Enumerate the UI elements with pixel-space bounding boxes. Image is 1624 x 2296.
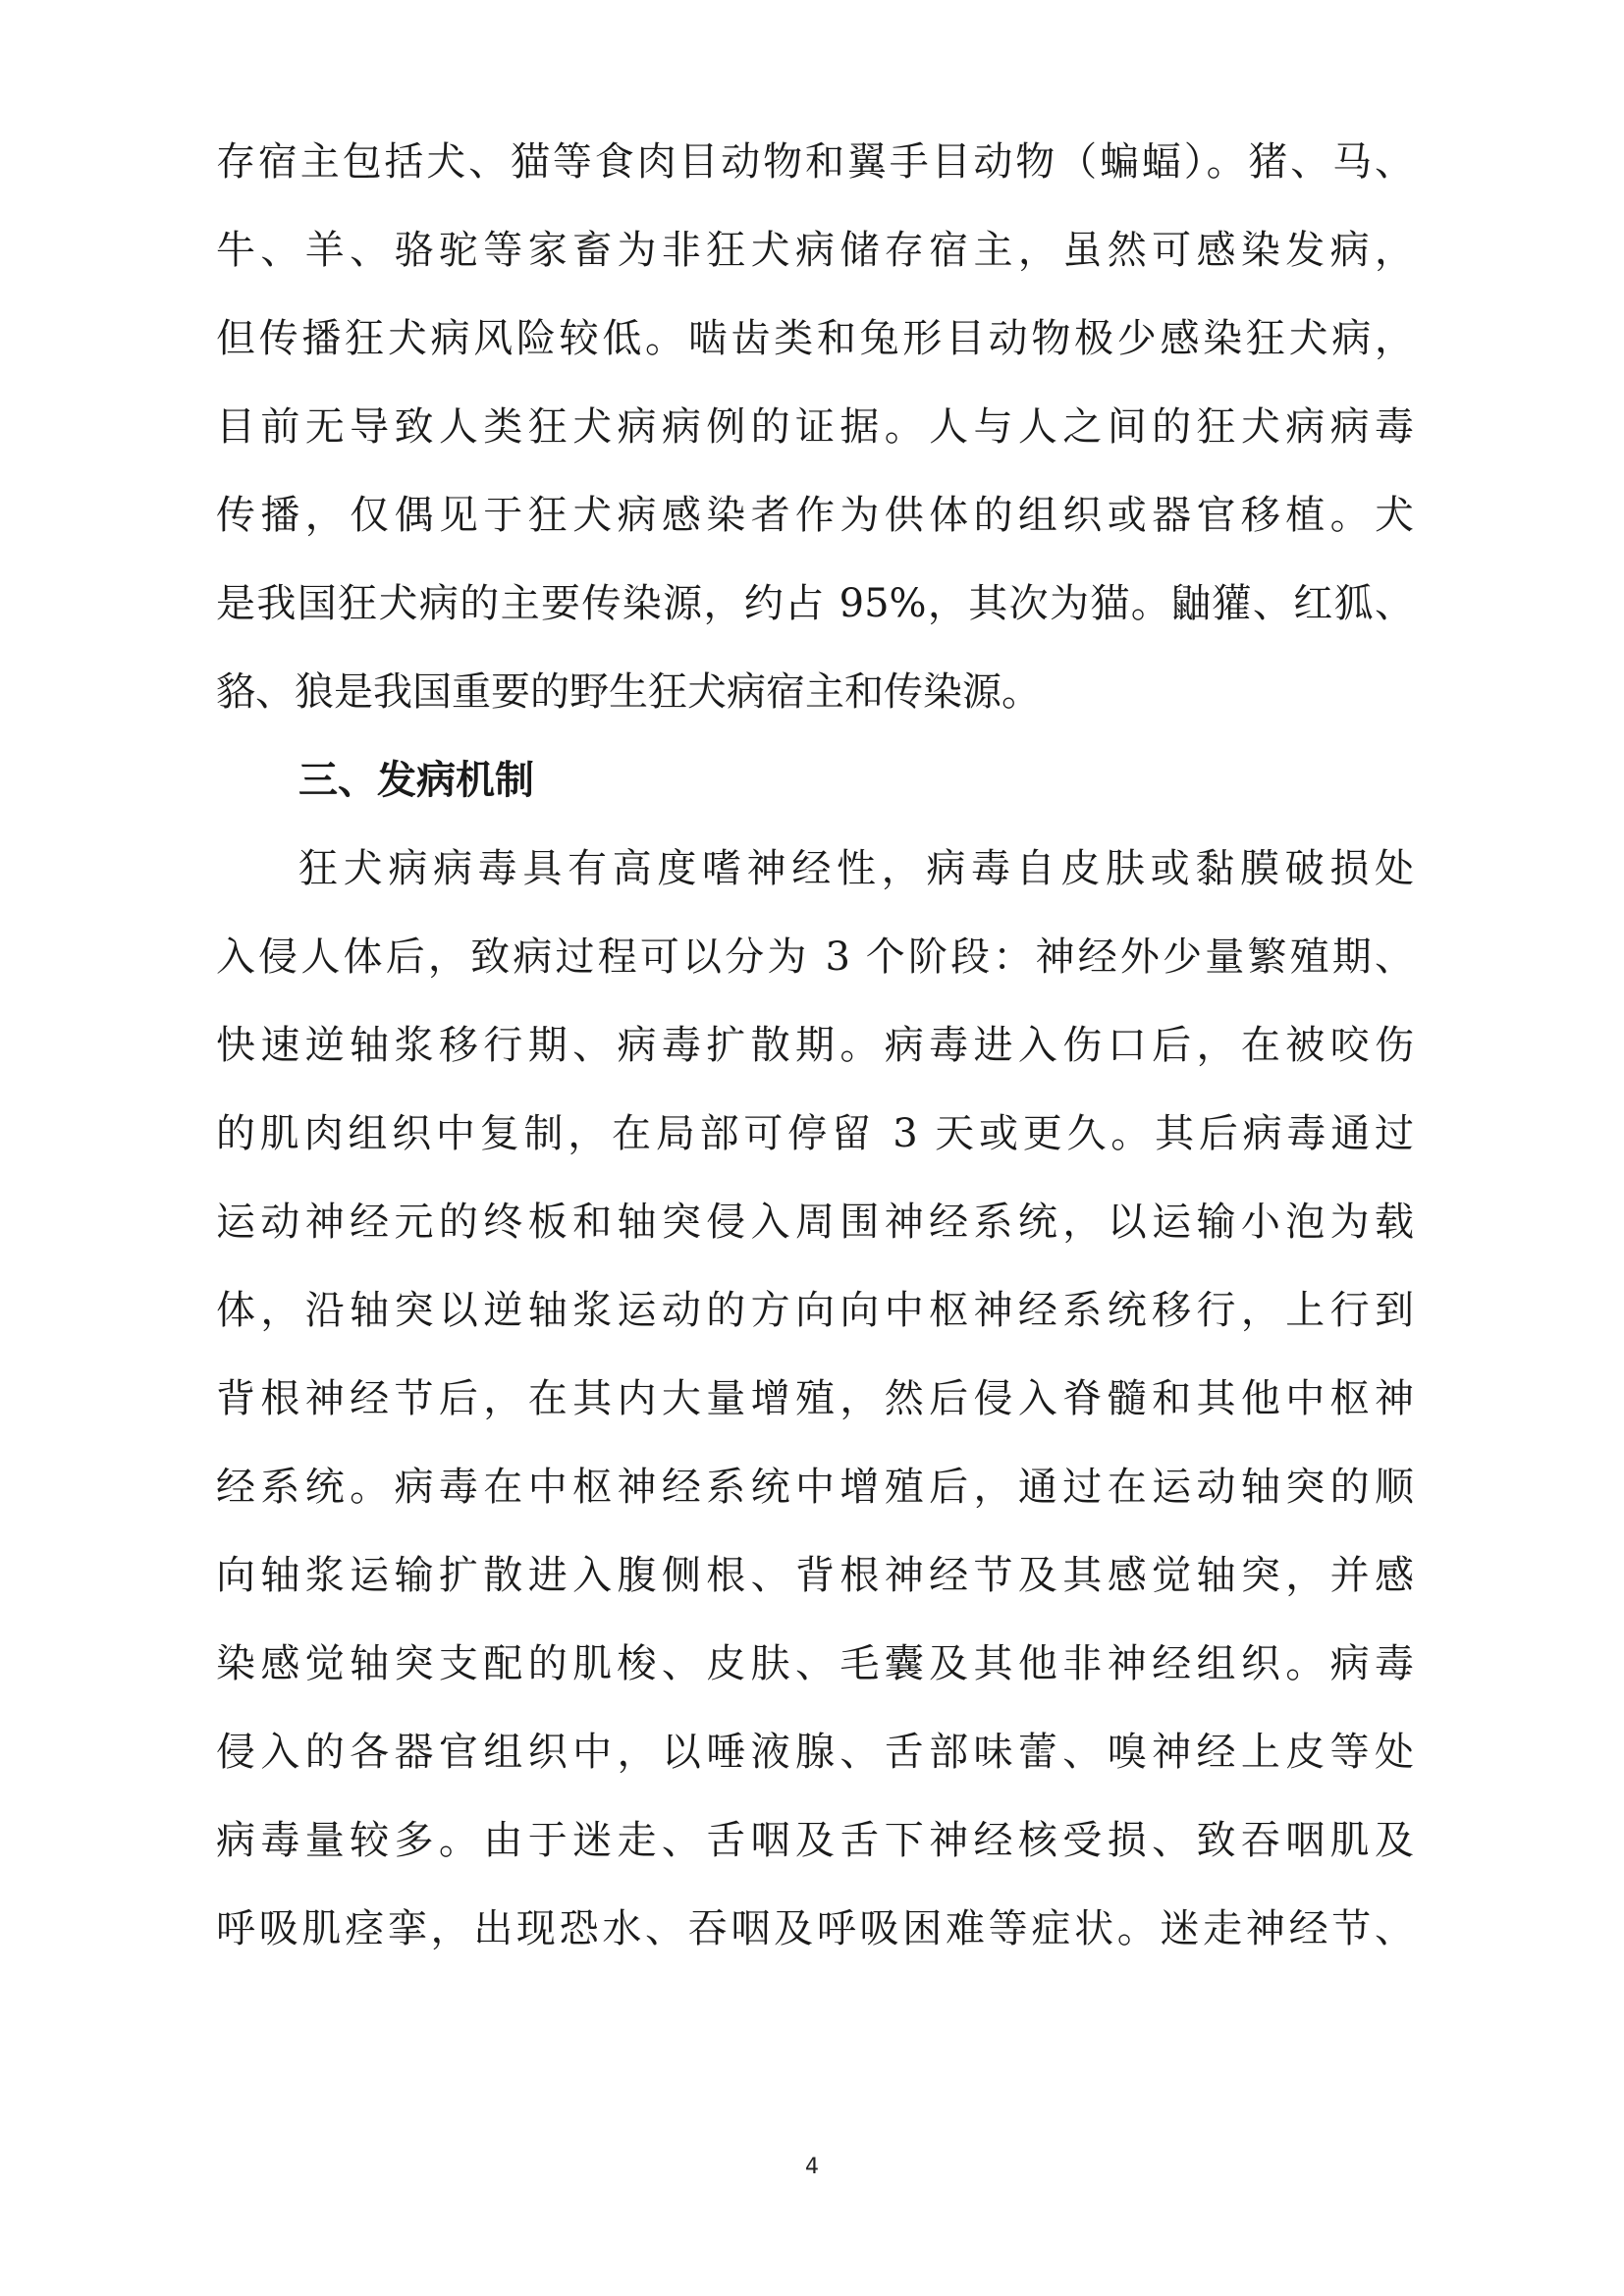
paragraph-line: 运动神经元的终板和轴突侵入周围神经系统，以运输小泡为载 [216,1200,1414,1245]
paragraph-line: 牛、羊、骆驼等家畜为非狂犬病储存宿主，虽然可感染发病， [216,228,1414,273]
paragraph-line: 传播，仅偶见于狂犬病感染者作为供体的组织或器官移植。犬 [216,493,1414,538]
paragraph-line: 入侵人体后，致病过程可以分为 3 个阶段：神经外少量繁殖期、 [216,934,1414,980]
paragraph-line: 的肌肉组织中复制，在局部可停留 3 天或更久。其后病毒通过 [216,1111,1414,1156]
paragraph-line: 是我国狂犬病的主要传染源，约占 95%，其次为猫。鼬獾、红狐、 [216,581,1414,626]
paragraph-line: 目前无导致人类狂犬病病例的证据。人与人之间的狂犬病病毒 [216,404,1414,450]
paragraph-line: 病毒量较多。由于迷走、舌咽及舌下神经核受损、致吞咽肌及 [216,1818,1414,1863]
page-number: 4 [805,2155,819,2179]
paragraph-line: 呼吸肌痉挛，出现恐水、吞咽及呼吸困难等症状。迷走神经节、 [216,1906,1414,1951]
paragraph-line: 侵入的各器官组织中，以唾液腺、舌部味蕾、嗅神经上皮等处 [216,1730,1414,1775]
section-heading: 三、发病机制 [298,758,534,803]
paragraph-line: 染感觉轴突支配的肌梭、皮肤、毛囊及其他非神经组织。病毒 [216,1641,1414,1686]
paragraph-line: 经系统。病毒在中枢神经系统中增殖后，通过在运动轴突的顺 [216,1465,1414,1510]
paragraph-line: 貉、狼是我国重要的野生狂犬病宿主和传染源。 [216,669,1041,715]
paragraph-line: 狂犬病病毒具有高度嗜神经性，病毒自皮肤或黏膜破损处 [298,846,1414,891]
paragraph-line: 但传播狂犬病风险较低。啮齿类和兔形目动物极少感染狂犬病， [216,316,1414,361]
paragraph-line: 体，沿轴突以逆轴浆运动的方向向中枢神经系统移行，上行到 [216,1288,1414,1333]
paragraph-line: 快速逆轴浆移行期、病毒扩散期。病毒进入伤口后，在被咬伤 [216,1023,1414,1068]
paragraph-line: 存宿主包括犬、猫等食肉目动物和翼手目动物（蝙蝠）。猪、马、 [216,139,1414,185]
paragraph-line: 背根神经节后，在其内大量增殖，然后侵入脊髓和其他中枢神 [216,1376,1414,1421]
paragraph-line: 向轴浆运输扩散进入腹侧根、背根神经节及其感觉轴突，并感 [216,1553,1414,1598]
